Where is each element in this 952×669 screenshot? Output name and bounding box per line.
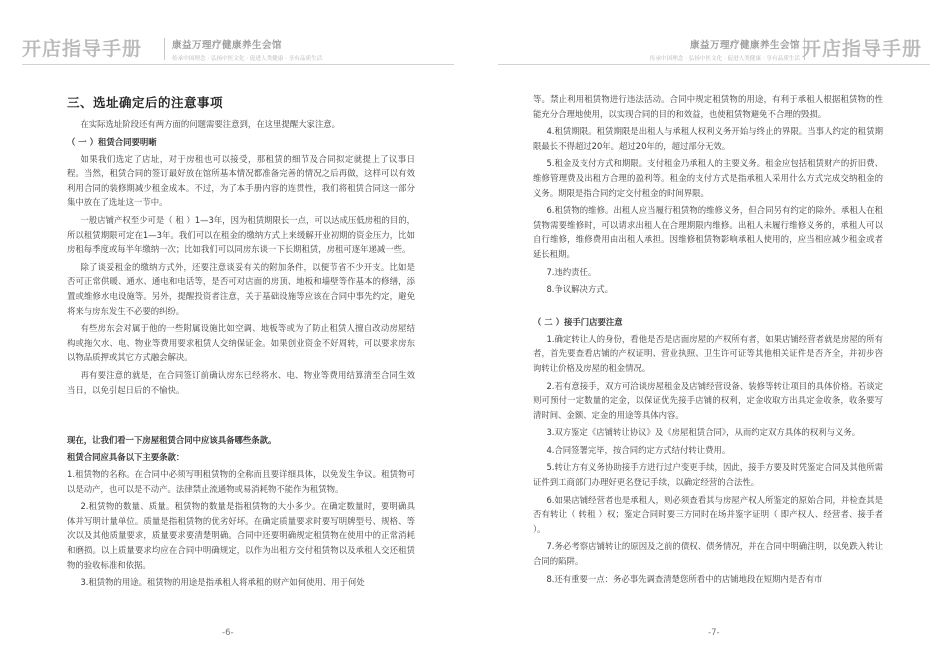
paragraph: 再有要注意的就是，在合同签订前确认房东已经将水、电、物业等费用结算清至合同生效当日，以免引起日后的不愉快。 xyxy=(67,369,415,395)
takeover-item: 4.合同签署完毕，按合同约定方式结付转让费用。 xyxy=(546,444,731,455)
brand-slogan: 传承中国理念 · 弘扬中医文化 · 促进人类健康 · 享有品质生活 xyxy=(649,56,800,62)
brand-block xyxy=(650,37,800,62)
page-number: -7- xyxy=(708,628,720,638)
takeover-item: 6.如果店铺经营者也是承租人，则必须查看其与房屋产权人所鉴定的原始合同，并检查其是否有转让（ 转租 ）权；鉴定合同时要三方同时在场并鉴字证明（ 即产权人、经营者、接手者 ）。 xyxy=(533,494,883,534)
header-rule xyxy=(22,64,454,65)
clause-item: 5.租金及支付方式和期限。支付租金乃承租人的主要义务。租金应包括租赁财产的折旧费、维修管理费及出租方合理的盈利等。租金的支付方式是指承租人采用什么方式完成交纳租金的义务。期限是指合同约定交付租金的时间界限。 xyxy=(533,158,883,198)
takeover-item: 2.若有意接手，双方可洽谈房屋租金及店铺经营设备、装修等转让项目的具体价格。若谈定则可预付一定数量的定金，以保证优先接手店铺的权利，定金收取方出具定金收条，收条要写清时间、金额、定金的用途等具体内容。 xyxy=(533,380,883,420)
handbook-title: 开店指导手册 xyxy=(22,38,143,60)
right-page xyxy=(476,0,952,669)
brand-block xyxy=(172,37,322,62)
takeover-item: 5.转让方有义务协助接手方进行过户变更手续，因此，接手方要及时凭鉴定合同及其他所需证件到工商部门办理好更名登记手续，以确定经营的合法性。 xyxy=(533,462,883,488)
clause-item: 2.租赁物的数量、质量。租赁物的数量是指租赁物的大小多少。在确定数量时，要明确具体并写明计量单位。质量是指租赁物的优劣好坏。在确定质量要求时要写明牌型号、规格、等次以及其他质量要求，质量要求要清楚明确。合同中还要明确规定租赁物在使用中的正常消耗和磨损。以上质量要求均应在合同中明确规定，以作为出租方交付租赁物以及承租人交还租赁物的验收标准和依据。 xyxy=(67,501,415,570)
subheading-clauses: 租赁合同应具备以下主要条款： xyxy=(67,452,185,463)
handbook-title: 开店指导手册 xyxy=(801,38,922,60)
clause-item: 1.租赁物的名称。在合同中必须写明租赁物的全称而且要详细具体，以免发生争议。租赁物可以是动产，也可以是不动产。法律禁止流通物或易消耗物不能作为租赁物。 xyxy=(67,469,415,494)
subheading-lease-contract: （ 一 ）租赁合同要明晰 xyxy=(67,136,157,147)
clause-item: 6.租赁物的维修。出租人应当履行租赁物的维修义务，但合同另有约定的除外。承租人在租赁物需要维修时，可以请求出租人在合理期限内维修。出租人未履行维修义务的，承租人可以自行维修，维修费用由出租人承担。因维修租赁物影响承租人使用的，应当相应减少租金或者延长租期。 xyxy=(533,205,883,259)
takeover-item: 1.确定转让人的身份，看他是否是店面房屋的产权所有者，如果店铺经营者就是房屋的所有者，首先要查看店铺的产权证明、营业执照、卫生许可证等其他相关证件是否齐全，并初步咨询转让价格及房屋的租金情况。 xyxy=(533,333,883,373)
takeover-item: 7.务必考察店铺转让的原因及之前的债权、债务情况，并在合同中明确注明，以免跌入转让合同的陷阱。 xyxy=(533,541,883,567)
clause-item: 7.违约责任。 xyxy=(546,266,597,277)
clause-item: 8.争议解决方式。 xyxy=(546,284,614,295)
intro-paragraph: 在实际选址阶段还有两方面的问题需要注意到，在这里提醒大家注意。 xyxy=(80,119,341,129)
clause-item: 4.租赁期限。租赁期限是出租人与承租人权利义务开始与终止的界限。当事人约定的租赁期限最长不得超过20年。超过20年的，超过部分无效。 xyxy=(533,126,883,151)
left-content xyxy=(67,86,415,593)
brand-slogan: 传承中国理念 · 弘扬中医文化 · 促进人类健康 · 享有品质生活 xyxy=(172,56,323,62)
takeover-item: 3.双方鉴定《店铺转让协议》及《房屋租赁合同》，从而约定双方具体的权利与义务。 xyxy=(546,427,861,438)
paragraph: 有些房东会对属于他的一些附属设施比如空调、地板等或为了防止租赁人擅自改动房屋结构或拖欠水、电、物业等费用要求租赁人交纳保证金。如果创业资金不好周转，可以要求房东以物品质押或其它方式融会解决。 xyxy=(67,323,415,363)
brand-name: 康益万理疗健康养生会馆 xyxy=(689,40,800,51)
subheading-takeover: （ 二 ）接手门店要注意 xyxy=(533,316,623,327)
clause-item: 3.租赁物的用途。租赁物的用途是指承租人将承租的财产如何使用、用于何处 xyxy=(80,577,365,588)
page-number: -6- xyxy=(222,628,234,638)
lead-line: 现在，让我们看一下房屋租赁合同中应该具备哪些条款。 xyxy=(67,435,277,446)
header-separator xyxy=(164,38,165,60)
paragraph: 除了谈妥租金的缴纳方式外，还要注意谈妥有关的附加条件，以便节省不少开支。比如是否可正常供暖、通水、通电和电话等，是否可对店面的房顶、地板和墙壁等作基本的修缮，添置或维修水电设施等。另外，提醒投资者注意，关于基础设施等应该在合同中事先约定，避免将来与房东发生不必要的纠纷。 xyxy=(67,261,415,316)
brand-name: 康益万理疗健康养生会馆 xyxy=(172,40,283,51)
header-rule xyxy=(498,64,930,65)
paragraph: 如果我们选定了店址，对于房租也可以接受，那租赁的细节及合同拟定就提上了议事日程。当然，租赁合同的签订最好放在馆所基本情况都准备完善的情况之后再做，这样可以有效利用合同的装修期减少租金成本。不过，为了本手册内容的连贯性，我们将租赁合同这一部分集中放在了选址这一节中。 xyxy=(67,153,415,208)
clause-continuation: 等。禁止利用租赁物进行违法活动。合同中规定租赁物的用途，有利于承租人根据租赁物的性能充分合理地使用，以实现合同的目的和效益，也使租赁物避免不合理的毁损。 xyxy=(533,94,883,119)
takeover-item: 8.还有重要一点：务必事先调查清楚您所看中的店铺地段在短期内是否有市 xyxy=(546,573,823,584)
section-title: 三、选址确定后的注意事项 xyxy=(67,95,224,110)
right-content xyxy=(533,92,883,589)
paragraph: 一般店铺产权至少可是（ 租 ）1—3年，因为租赁期限长一点，可以达成压低房租的目的，所以租赁期限可定在1—3年。我们可以在租金的缴纳方式上来缓解开业初期的资金压力，比如房租每季度或每半年缴纳一次；比如我们可以同房东谈一下长期租赁，房租可逐年递减一些。 xyxy=(67,214,415,255)
